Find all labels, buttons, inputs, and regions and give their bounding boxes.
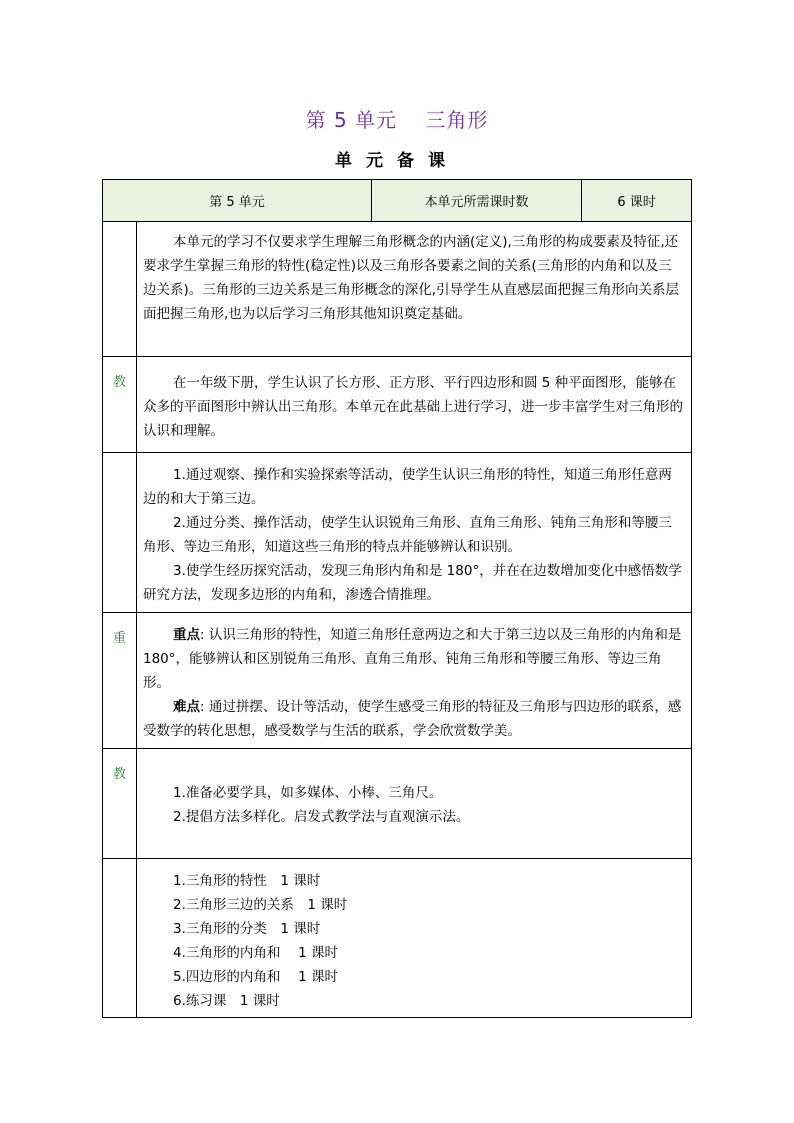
page-subtitle: 单元备课 bbox=[335, 151, 459, 171]
table-row bbox=[103, 859, 692, 1018]
row-label bbox=[103, 453, 137, 613]
difficulty-text: : 通过拼摆、设计等活动，使学生感受三角形的特征及三角形与四边形的联系，感受数学的转化思想，感受数学与生活的联系，学会欣赏数学美。 bbox=[143, 699, 682, 739]
list-item: 2.通过分类、操作活动，使学生认识锐角三角形、直角三角形、钝角三角形和等腰三角形、等边三角形，知道这些三角形的特点并能够辨认和识别。 bbox=[143, 515, 672, 555]
table-header-row bbox=[103, 180, 692, 222]
student-analysis-text: 在一年级下册，学生认识了长方形、正方形、平行四边形和圆 5 种平面图形，能够在众多的平面图形中辨认出三角形。本单元在此基础上进行学习，进一步丰富学生对三角形的认识和理解。 bbox=[143, 375, 683, 439]
key-point-text: : 认识三角形的特性，知道三角形任意两边之和大于第三边以及三角形的内角和是 180°，能够辨认和区别锐角三角形、直角三角形、钝角三角形和等腰三角形、等边三角形。 bbox=[143, 627, 682, 691]
list-item: 1.通过观察、操作和实验探索等活动，使学生认识三角形的特性，知道三角形任意两边的和大于第三边。 bbox=[143, 467, 672, 507]
list-item: 2.三角形三边的关系 1 课时 bbox=[173, 897, 348, 913]
unit-cell: 第 5 单元 bbox=[103, 180, 372, 222]
table-row bbox=[103, 613, 692, 749]
student-analysis-cell bbox=[137, 357, 692, 453]
list-item: 4.三角形的内角和 1 课时 bbox=[173, 945, 339, 961]
hours-value-cell: 6 课时 bbox=[582, 180, 692, 222]
list-item: 1.准备必要学具，如多媒体、小棒、三角尺。 bbox=[173, 785, 443, 801]
key-point-paragraph bbox=[143, 623, 685, 695]
list-item: 1.三角形的特性 1 课时 bbox=[173, 873, 321, 889]
unit-content-text: 本单元的学习不仅要求学生理解三角形概念的内涵(定义),三角形的构成要素及特征,还要求学生掌握三角形的特性(稳定性)以及三角形各要素之间的关系(三角形的内角和以及三边关系)。三角形的三边关系是三角形概念的深化,引导学生从直感层面把握三角形向关系层面把握三角形,也为以后学习三角形其他知识奠定基础。 bbox=[143, 234, 680, 322]
list-item: 5.四边形的内角和 1 课时 bbox=[173, 969, 339, 985]
list-item: 3.三角形的分类 1 课时 bbox=[173, 921, 321, 937]
page-title: 第 5 单元 三角形 bbox=[305, 108, 489, 132]
key-point-label: 重点 bbox=[173, 627, 200, 643]
table-row bbox=[103, 453, 692, 613]
row-label bbox=[103, 222, 137, 357]
row-label: 重 bbox=[103, 613, 137, 749]
unit-plan-table bbox=[102, 179, 692, 1018]
key-points-cell bbox=[137, 613, 692, 749]
hours-label-cell: 本单元所需课时数 bbox=[372, 180, 582, 222]
list-item: 6.练习课 1 课时 bbox=[173, 993, 280, 1009]
table-row bbox=[103, 357, 692, 453]
table-row bbox=[103, 749, 692, 859]
row-label: 教 bbox=[103, 749, 137, 859]
list-item: 3.使学生经历探究活动，发现三角形内角和是 180°，并在在边数增加变化中感悟数学研究方法，发现多边形的内角和，渗透合情推理。 bbox=[143, 563, 682, 603]
schedule-cell bbox=[137, 859, 692, 1018]
list-item: 2.提倡方法多样化。启发式教学法与直观演示法。 bbox=[173, 809, 470, 825]
row-label: 教 bbox=[103, 357, 137, 453]
row-label bbox=[103, 859, 137, 1018]
table-row bbox=[103, 222, 692, 357]
objectives-cell bbox=[137, 453, 692, 613]
teaching-method-cell bbox=[137, 749, 692, 859]
difficulty-label: 难点 bbox=[173, 699, 200, 715]
difficulty-paragraph bbox=[143, 695, 685, 743]
unit-content-cell bbox=[137, 222, 692, 357]
